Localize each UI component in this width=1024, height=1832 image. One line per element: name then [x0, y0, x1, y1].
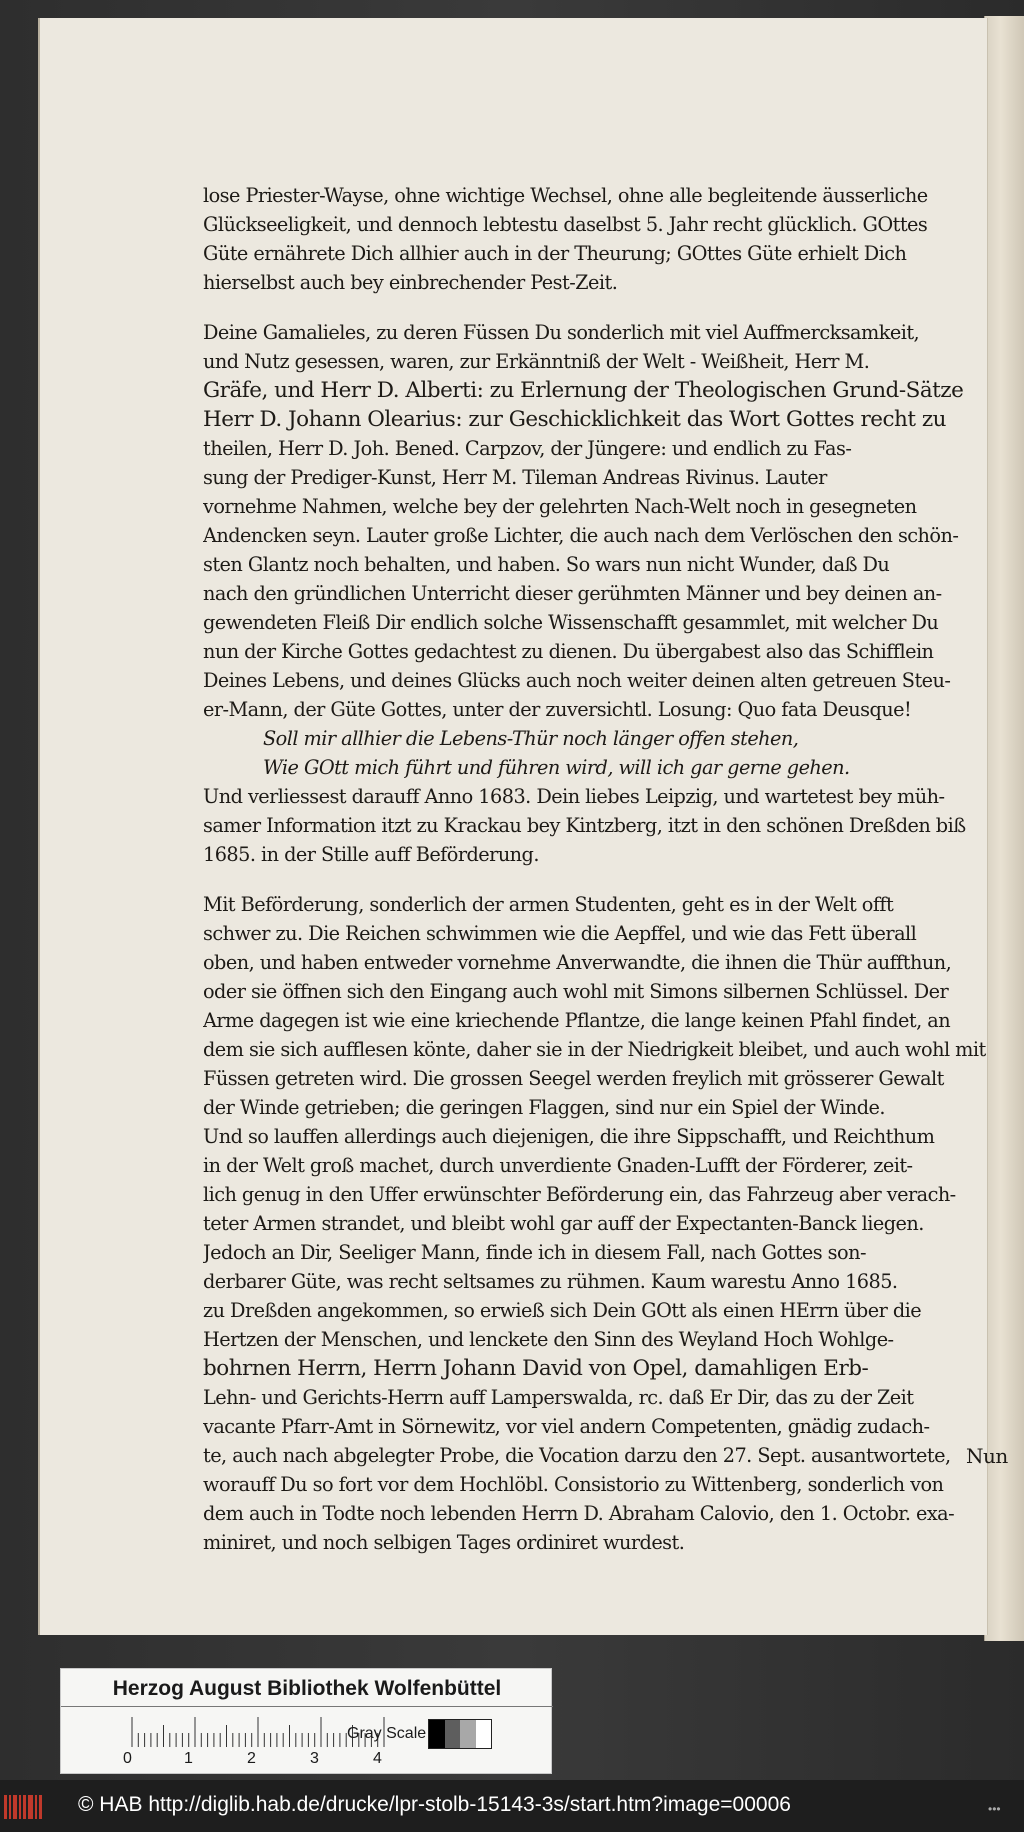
text-line: oder sie öffnen sich den Eingang auch wohl mit Simons silbernen Schlüssel. Der: [203, 980, 949, 1003]
page-text: [203, 181, 993, 1557]
text-line: sung der Prediger-Kunst, Herr M. Tileman Andreas Rivinus. Lauter: [203, 466, 827, 489]
text-line: dem auch in Todte noch lebenden Herrn D. Abraham Calovio, den 1. Octobr. exa-: [203, 1502, 955, 1525]
ruler-number: 1: [184, 1750, 193, 1767]
barcode-bar: [35, 1795, 37, 1819]
barcode-bar: [23, 1795, 26, 1819]
text-line: Güte ernährete Dich allhier auch in der Theurung; GOttes Güte erhielt Dich: [203, 242, 907, 265]
catchword: Nun: [966, 1444, 1008, 1468]
text-line: vacante Pfarr-Amt in Sörnewitz, vor viel andern Competenten, gnädig zudach-: [203, 1415, 930, 1438]
barcode-bar: [13, 1795, 17, 1819]
text-line: teter Armen strandet, und bleibt wohl gar auff der Expectanten-Banck liegen.: [203, 1212, 924, 1235]
text-line: er-Mann, der Güte Gottes, unter der zuversichtl. Losung: Quo fata Deusque!: [203, 698, 912, 721]
hab-logo-icon: [4, 1795, 48, 1819]
ruler-number: 4: [373, 1750, 382, 1767]
text-line: Und so lauffen allerdings auch diejenigen, die ihre Sippschafft, und Reichthum: [203, 1125, 935, 1148]
text-line: miniret, und noch selbigen Tages ordiniret wurdest.: [203, 1531, 685, 1554]
verse-line: Soll mir allhier die Lebens-Thür noch länger offen stehen,: [263, 727, 799, 750]
ruler-numbers: [123, 1750, 413, 1770]
gray-swatch: [429, 1720, 445, 1748]
text-line: lich genug in den Uffer erwünschter Beförderung ein, das Fahrzeug aber verach-: [203, 1183, 956, 1206]
gray-scale-swatches: [428, 1719, 492, 1749]
text-line: theilen, Herr D. Joh. Bened. Carpzov, der Jüngere: und endlich zu Fas-: [203, 437, 852, 460]
document-page: [38, 18, 1008, 1635]
text-line: Jedoch an Dir, Seeliger Mann, finde ich in diesem Fall, nach Gottes son-: [203, 1241, 866, 1264]
barcode-bar: [19, 1795, 21, 1819]
text-line: vornehme Nahmen, welche bey der gelehrten Nach-Welt noch in gesegneten: [203, 495, 917, 518]
text-line: in der Welt groß machet, durch unverdiente Gnaden-Lufft der Förderer, zeit-: [203, 1154, 913, 1177]
text-line: Mit Beförderung, sonderlich der armen Studenten, geht es in der Welt offt: [203, 893, 894, 916]
text-line: schwer zu. Die Reichen schwimmen wie die Aepffel, und wie das Fett überall: [203, 922, 917, 945]
library-name: Herzog August Bibliothek Wolfenbüttel: [112, 1677, 502, 1700]
text-line: und Nutz gesessen, waren, zur Erkänntniß der Welt - Weißheit, Herr M.: [203, 350, 870, 373]
footer-copyright-url[interactable]: © HAB http://diglib.hab.de/drucke/lpr-stolb-15143-3s/start.htm?image=00006: [78, 1793, 791, 1816]
text-line: der Winde getrieben; die geringen Flaggen, sind nur ein Spiel der Winde.: [203, 1096, 885, 1119]
text-line: hierselbst auch bey einbrechender Pest-Zeit.: [203, 271, 618, 294]
gray-scale-label: Gray Scale: [347, 1725, 427, 1742]
text-line: samer Information itzt zu Krackau bey Kintzberg, itzt in den schönen Dreßden biß: [203, 814, 966, 837]
verse-line: Wie GOtt mich führt und führen wird, will ich gar gerne gehen.: [263, 756, 850, 779]
text-line: dem sie sich aufflesen könte, daher sie in der Niedrigkeit bleibet, und auch wohl mit: [203, 1038, 986, 1061]
text-line: Hertzen der Menschen, und lenckete den Sinn des Weyland Hoch Wohlge-: [203, 1328, 894, 1351]
text-line: Gräfe, und Herr D. Alberti: zu Erlernung der Theologischen Grund-Sätze: [203, 378, 964, 403]
text-line: 1685. in der Stille auff Beförderung.: [203, 843, 539, 866]
text-line: Deine Gamalieles, zu deren Füssen Du sonderlich mit viel Auffmercksamkeit,: [203, 321, 920, 344]
text-line: te, auch nach abgelegter Probe, die Vocation darzu den 27. Sept. ausantwortete,: [203, 1444, 951, 1467]
text-line: nach den gründlichen Unterricht dieser gerühmten Männer und bey deinen an-: [203, 582, 942, 605]
text-line: oben, und haben entweder vornehme Anverwandte, die ihnen die Thür auffthun,: [203, 951, 952, 974]
gray-swatch: [460, 1720, 476, 1748]
text-line: derbarer Güte, was recht seltsames zu rühmen. Kaum warestu Anno 1685.: [203, 1270, 898, 1293]
ruler-number: 2: [247, 1750, 256, 1767]
library-label: [60, 1668, 552, 1774]
ruler-number: 0: [123, 1750, 132, 1767]
text-line: gewendeten Fleiß Dir endlich solche Wissenschafft gesammlet, mit welcher Du: [203, 611, 939, 634]
text-line: Und verliessest darauff Anno 1683. Dein liebes Leipzig, und wartetest bey müh-: [203, 785, 945, 808]
barcode-bar: [4, 1795, 7, 1819]
gray-swatch: [445, 1720, 461, 1748]
ruler-number: 3: [310, 1750, 319, 1767]
text-line: Herr D. Johann Olearius: zur Geschicklichkeit das Wort Gottes recht zu: [203, 407, 947, 432]
text-line: Glückseeligkeit, und dennoch lebtestu daselbst 5. Jahr recht glücklich. GOttes: [203, 213, 928, 236]
text-line: Deines Lebens, und deines Glücks auch noch weiter deinen alten getreuen Steu-: [203, 669, 951, 692]
more-icon[interactable]: •••: [988, 1802, 1001, 1816]
footer-bar: [0, 1780, 1024, 1832]
gray-swatch: [476, 1720, 492, 1748]
text-line: worauff Du so fort vor dem Hochlöbl. Consistorio zu Wittenberg, sonderlich von: [203, 1473, 944, 1496]
label-divider: [61, 1706, 553, 1707]
barcode-bar: [28, 1795, 33, 1819]
barcode-bar: [9, 1795, 11, 1819]
text-line: zu Dreßden angekommen, so erwieß sich Dein GOtt als einen HErrn über die: [203, 1299, 922, 1322]
text-line: Füssen getreten wird. Die grossen Seegel werden freylich mit grösserer Gewalt: [203, 1067, 944, 1090]
text-line: Andencken seyn. Lauter große Lichter, die auch nach dem Verlöschen den schön-: [203, 524, 959, 547]
text-line: sten Glantz noch behalten, und haben. So wars nun nicht Wunder, daß Du: [203, 553, 890, 576]
text-line: bohrnen Herrn, Herrn Johann David von Opel, damahligen Erb-: [203, 1356, 869, 1381]
text-line: Arme dagegen ist wie eine kriechende Pflantze, die lange keinen Pfahl findet, an: [203, 1009, 951, 1032]
barcode-bar: [39, 1795, 42, 1819]
text-line: nun der Kirche Gottes gedachtest zu dienen. Du übergabest also das Schifflein: [203, 640, 934, 663]
text-line: Lehn- und Gerichts-Herrn auff Lamperswalda, rc. daß Er Dir, das zu der Zeit: [203, 1386, 914, 1409]
text-line: lose Priester-Wayse, ohne wichtige Wechsel, ohne alle begleitende äusserliche: [203, 184, 928, 207]
